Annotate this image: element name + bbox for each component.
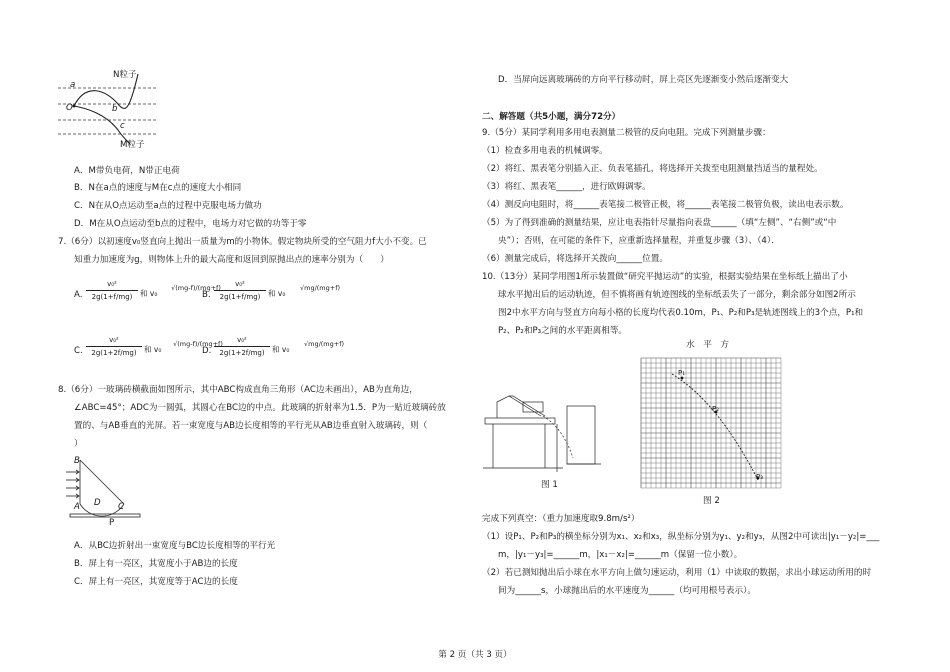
q7-option-b-num: v₀² bbox=[235, 280, 245, 288]
q7-option-b-label: B. bbox=[202, 290, 211, 300]
q7-option-c-root: √(mg-f)/(mg+f) bbox=[173, 340, 223, 348]
q8-label-a: A bbox=[74, 502, 80, 512]
q6-point-c: c bbox=[120, 121, 125, 131]
q7-option-a-mid: 和 v₀ bbox=[140, 289, 158, 298]
q10-tail-0: 完成下列真空：（重力加速度取9.8m/s²） bbox=[482, 514, 640, 524]
q7-option-a-num: v₀² bbox=[107, 280, 117, 288]
q10-tail-3: （2）若已测知抛出后小球在水平方向上做匀速运动，利用（1）中读取的数据，求出小球运动所用的时 bbox=[482, 568, 872, 578]
q6-option-a: A．M带负电荷，N带正电荷 bbox=[74, 166, 180, 176]
q9-line-2: （2）将红、黑表笔分别插入正、负表笔插孔，将选择开关拨至电阻测量挡适当的量程处。 bbox=[482, 164, 823, 174]
q7-option-c-num: v₀² bbox=[109, 336, 119, 344]
q7-option-b-mid: 和 v₀ bbox=[268, 289, 286, 298]
q10-tail-1: （1）设P₁、P₂和P₃的横坐标分别为x₁、x₂和x₃，纵坐标分别为y₁、y₂和y₃，从图2中可读出|y₁－y₂|=___ bbox=[482, 532, 880, 542]
q8-line1: 8.（6分）一玻璃砖横截面如图所示，其中ABC构成直角三角形（AC边未画出），AB为直角边， bbox=[58, 385, 418, 395]
q8-label-d: D bbox=[94, 498, 101, 508]
q8-label-b: B bbox=[74, 456, 80, 466]
q10-grid-title: 水 平 方 bbox=[686, 340, 729, 350]
q8-label-p: P bbox=[109, 518, 115, 528]
q9-line-6: 央”）；否则，在可能的条件下，应重新选择量程，并重复步骤（3）、（4）． bbox=[498, 236, 780, 246]
q10-tail-2: m，|y₁－y₃|=______m，|x₁－x₂|=______m（保留一位小数）。 bbox=[498, 550, 743, 560]
q10-p3-label: P₃ bbox=[756, 473, 764, 481]
q6-option-b: B．N在a点的速度与M在c点的速度大小相同 bbox=[74, 183, 242, 193]
q10-fig1-caption: 图 1 bbox=[541, 480, 558, 490]
q10-p2-label: P₂ bbox=[712, 405, 720, 413]
page-footer: 第 2 页（共 3 页） bbox=[438, 650, 512, 660]
q10-p1-label: P₁ bbox=[678, 369, 686, 377]
q10-line-0: 10.（13分）某同学用图1所示装置做“研究平抛运动”的实验，根据实验结果在坐标纸上描出了小 bbox=[482, 272, 848, 282]
q8-line2: ∠ABC=45°；ADC为一圆弧，其圆心在BC边的中点。此玻璃的折射率为1.5．P为一贴近玻璃砖放 bbox=[74, 403, 446, 413]
q10-figure-1 bbox=[483, 388, 613, 476]
q8-option-b: B．屏上有一亮区，其宽度小于AB边的长度 bbox=[74, 559, 238, 569]
q8-label-c: C bbox=[118, 502, 125, 512]
q8-line4: ） bbox=[74, 439, 83, 449]
q9-line-0: 9.（5分）某同学利用多用电表测量二极管的反向电阻。完成下列测量步骤： bbox=[482, 128, 771, 138]
q6-point-a: a bbox=[70, 80, 76, 90]
q6-point-o: O bbox=[66, 103, 73, 113]
q7-option-d-num: v₀² bbox=[237, 336, 247, 344]
q7-option-d-root: √mg/(mg+f) bbox=[303, 340, 345, 348]
q8-line3: 置的、与AB垂直的光屏。若一束宽度与AB边长度相等的平行光从AB边垂直射入玻璃砖，则（ bbox=[74, 421, 428, 431]
q7-option-a-label: A. bbox=[74, 290, 83, 300]
q8-option-a: A．从BC边折射出一束宽度与BC边长度相等的平行光 bbox=[74, 541, 276, 551]
q10-line-1: 球水平抛出后的运动轨迹，但不慎将画有轨迹图线的坐标纸丢失了一部分，剩余部分如图2所示 bbox=[498, 290, 856, 300]
q9-line-5: （5）为了得到准确的测量结果，应让电表指针尽量指向表盘______（填“左侧”、“右侧”或“中 bbox=[482, 218, 837, 228]
q9-line-1: （1）检查多用电表的机械调零。 bbox=[482, 146, 608, 156]
q7-option-a-den: 2g(1+f/mg) bbox=[91, 293, 133, 301]
q6-m-label: M粒子 bbox=[120, 140, 145, 150]
q7-option-d-label: D. bbox=[202, 346, 212, 356]
q8-option-d: D．当屏向远离玻璃砖的方向平行移动时，屏上亮区先逐渐变小然后逐渐变大 bbox=[498, 75, 789, 85]
trajectory-curve bbox=[672, 374, 758, 480]
section-title: 二、解答题（共5小题，满分72分） bbox=[482, 112, 621, 122]
q10-line-2: 图2中水平方向与竖直方向每小格的长度均代表0.10m，P₁、P₂和P₃是轨迹图线上的3个点，P₁和 bbox=[498, 308, 864, 318]
q10-line-3: P₂、P₂和P₃之间的水平距离相等。 bbox=[498, 326, 628, 336]
q7-option-b-den: 2g(1+f/mg) bbox=[219, 293, 261, 301]
q7-option-b-root: √mg/(mg+f) bbox=[299, 284, 341, 292]
q6-n-label: N粒子 bbox=[113, 70, 137, 80]
q7-option-c-den: 2g(1+2f/mg) bbox=[91, 349, 137, 357]
q6-point-b: b bbox=[112, 104, 118, 114]
q6-option-d: D．M在从O点运动至b点的过程中，电场力对它做的功等于零 bbox=[74, 219, 307, 229]
q8-option-c: C．屏上有一亮区，其宽度等于AC边的长度 bbox=[74, 577, 238, 587]
q7-option-c-mid: 和 v₀ bbox=[144, 345, 162, 354]
q7-option-d-den: 2g(1+2f/mg) bbox=[219, 349, 265, 357]
q6-option-c: C．N在从O点运动至a点的过程中克服电场力做功 bbox=[74, 201, 262, 211]
q7-line1: 7.（6分）以初速度v₀竖直向上抛出一质量为m的小物体。假定物块所受的空气阻力f大小不变。已 bbox=[58, 237, 427, 247]
q9-line-7: （6）测量完成后，将选择开关拨向______位置。 bbox=[482, 254, 668, 264]
q7-option-c-label: C. bbox=[74, 346, 83, 356]
q9-line-3: （3）将红、黑表笔______，进行欧姆调零。 bbox=[482, 182, 651, 192]
q7-line2: 知重力加速度为g，则物体上升的最大高度和返回到原抛出点的速率分别为（ ） bbox=[74, 255, 389, 265]
q7-option-a-root: √(mg-f)/(mg+f) bbox=[171, 284, 221, 292]
q10-figure-2 bbox=[638, 352, 784, 492]
q10-fig2-caption: 图 2 bbox=[703, 496, 720, 506]
q10-tail-4: 间为______s，小球抛出后的水平速度为______（均可用根号表示）。 bbox=[498, 586, 756, 596]
q9-line-4: （4）测反向电阻时，将______表笔接二极管正极，将______表笔接二极管负极，读出电表示数。 bbox=[482, 200, 849, 210]
q7-option-d-mid: 和 v₀ bbox=[272, 345, 290, 354]
